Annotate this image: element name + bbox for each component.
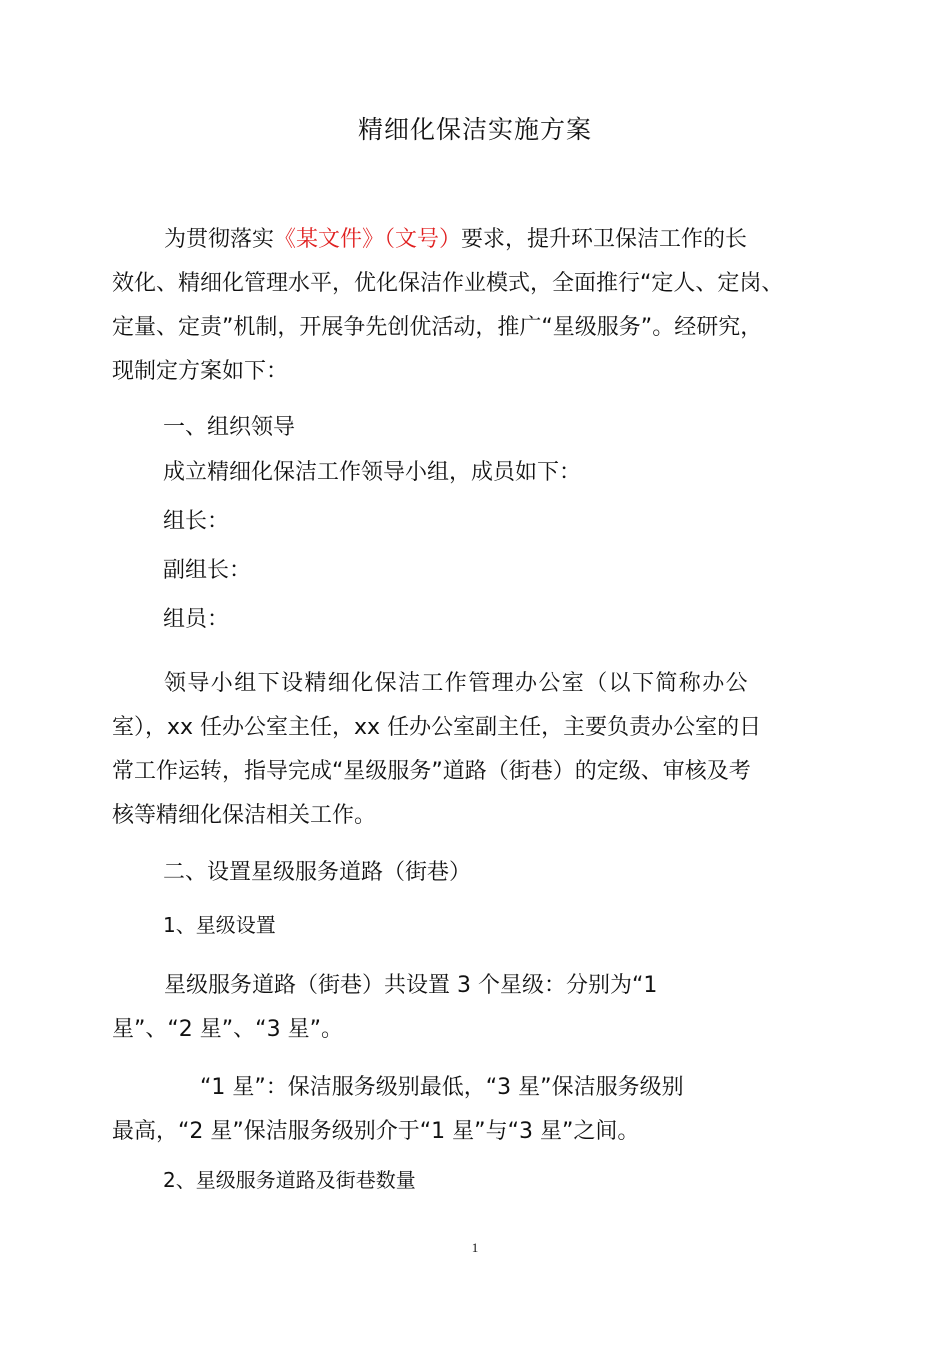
intro-line-2: 效化、精细化管理水平，优化保洁作业模式，全面推行“定人、定岗、	[112, 271, 784, 296]
leader-label: 组长：	[163, 509, 230, 534]
section-2-heading: 二、设置星级服务道路（街巷）	[163, 860, 472, 885]
star-levels-line-2: 星”、“2 星”、“3 星”。	[112, 1017, 343, 1042]
office-line-2: 室），xx 任办公室主任，xx 任办公室副主任，主要负责办公室的日	[112, 715, 762, 740]
star-definition-line-1: “1 星”：保洁服务级别最低，“3 星”保洁服务级别	[200, 1075, 684, 1100]
intro-line-1: 为贯彻落实《某文件》（文号）要求，提升环卫保洁工作的长	[164, 227, 748, 252]
intro-line-4: 现制定方案如下：	[112, 359, 289, 384]
star-levels-line-1: 星级服务道路（街巷）共设置 3 个星级：分别为“1	[164, 973, 658, 998]
referenced-document: 《某文件》（文号）	[274, 227, 462, 252]
star-definition-line-2: 最高，“2 星”保洁服务级别介于“1 星”与“3 星”之间。	[112, 1119, 640, 1144]
members-label: 组员：	[163, 607, 230, 632]
star-definition-paragraph	[112, 1066, 852, 1154]
office-line-1: 领导小组下设精细化保洁工作管理办公室（以下简称办公	[164, 671, 750, 696]
intro-line-3: 定量、定责”机制，开展争先创优活动，推广“星级服务”。经研究，	[112, 315, 763, 340]
document-title: 精细化保洁实施方案	[357, 115, 592, 144]
office-paragraph	[112, 662, 852, 838]
deputy-leader-label: 副组长：	[163, 558, 252, 583]
office-line-4: 核等精细化保洁相关工作。	[112, 803, 377, 828]
section-1-line: 成立精细化保洁工作领导小组，成员如下：	[163, 460, 582, 485]
star-levels-paragraph	[112, 964, 852, 1052]
section-1-heading: 一、组织领导	[163, 415, 296, 440]
subsection-1-heading: 1、星级设置	[163, 913, 276, 937]
office-line-3: 常工作运转，指导完成“星级服务”道路（街巷）的定级、审核及考	[112, 759, 751, 784]
page-number: 1	[471, 1240, 479, 1255]
subsection-2-heading: 2、星级服务道路及街巷数量	[163, 1168, 416, 1192]
intro-paragraph	[112, 218, 852, 394]
